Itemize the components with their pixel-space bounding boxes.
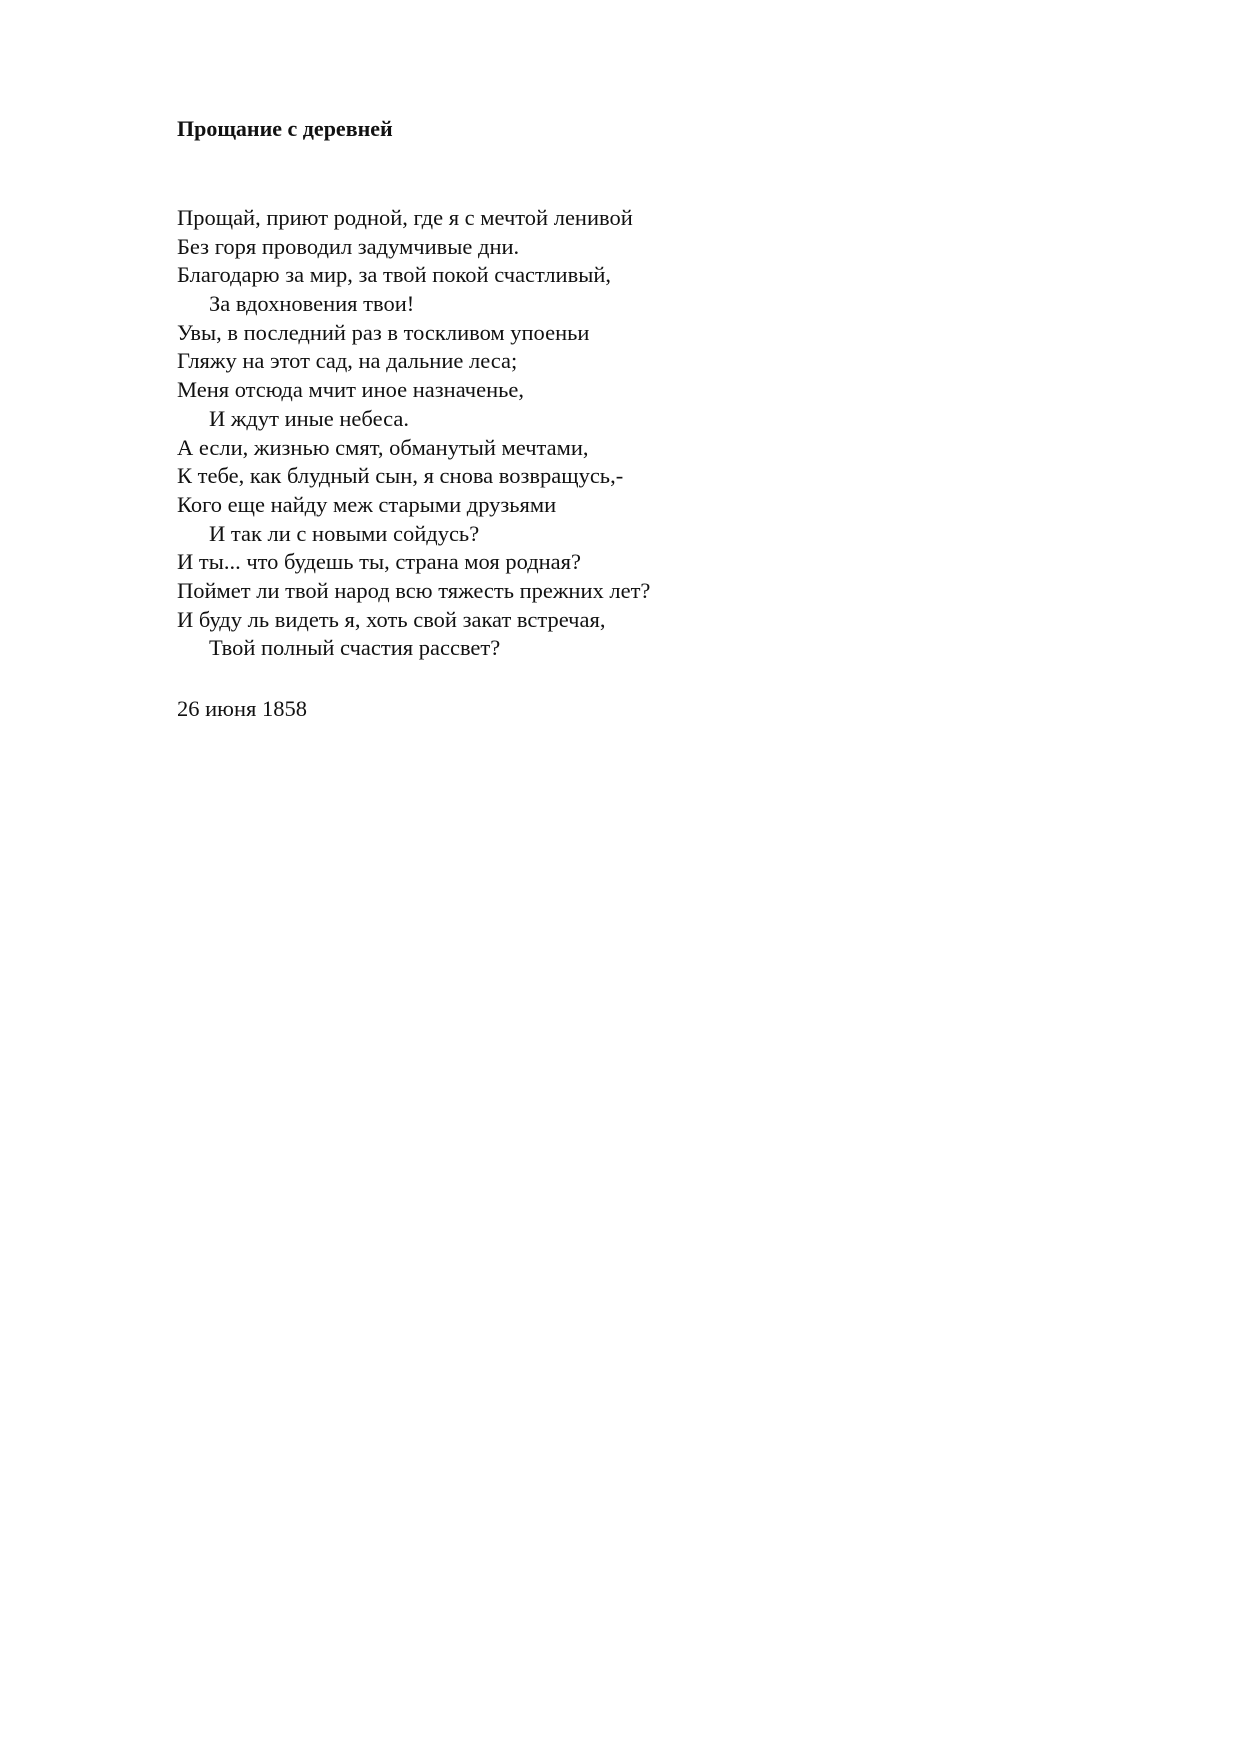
poem-line: Меня отсюда мчит иное назначенье, (177, 377, 525, 403)
poem-line: Благодарю за мир, за твой покой счастливый, (177, 262, 611, 288)
poem-line: А если, жизнью смят, обманутый мечтами, (177, 434, 589, 460)
poem-line: И ждут иные небеса. (209, 405, 409, 431)
poem-line: Увы, в последний раз в тоскливом упоеньи (177, 319, 590, 345)
poem-line: За вдохновения твои! (209, 291, 415, 317)
poem-line: К тебе, как блудный сын, я снова возвращусь,- (177, 463, 624, 489)
poem-line: И так ли с новыми сойдусь? (209, 520, 480, 546)
poem-title: Прощание с деревней (177, 116, 393, 141)
poem-body (177, 204, 650, 663)
poem-line: Твой полный счастия рассвет? (209, 635, 501, 661)
poem-line: И буду ль видеть я, хоть свой закат встречая, (177, 606, 606, 632)
poem-line: Кого еще найду меж старыми друзьями (177, 491, 557, 517)
poem-date: 26 июня 1858 (177, 696, 307, 721)
poem-line: Без горя проводил задумчивые дни. (177, 233, 520, 259)
poem-line: Поймет ли твой народ всю тяжесть прежних лет? (177, 577, 651, 603)
poem-line: Гляжу на этот сад, на дальние леса; (177, 348, 518, 374)
poem-line: И ты... что будешь ты, страна моя родная? (177, 549, 582, 575)
poem-line: Прощай, приют родной, где я с мечтой ленивой (177, 205, 633, 230)
